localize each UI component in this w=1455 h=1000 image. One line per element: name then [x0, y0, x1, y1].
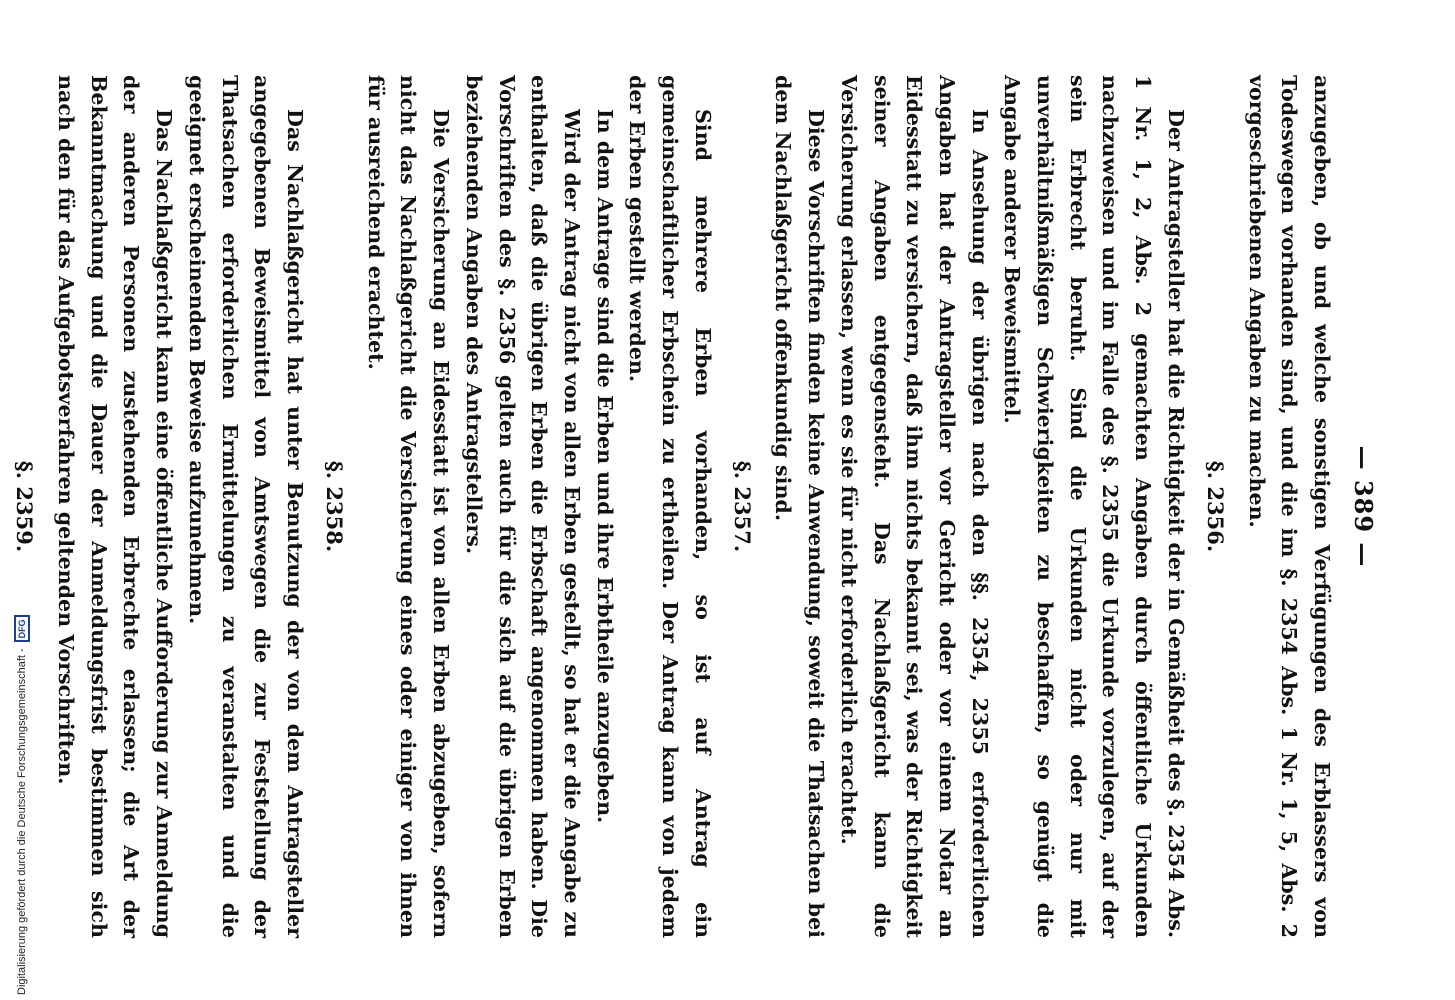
section-2357-paragraph-3: Wird der Antrag nicht von allen Erben gestellt, so hat er die Angabe zu enthalten, daß die übrigen Erben die Erbschaft angenommen haben. Die Vorschriften des §. 2356 gelten auch für die sich auf die übrigen Erben beziehenden Angaben des Antragstellers. — [461, 75, 584, 938]
section-2357-paragraph-4: Die Versicherung an Eidesstatt ist von allen Erben abzugeben, sofern nicht das Nachlaßgericht die Versicherung eines oder einiger von ihnen für ausreichend erachtet. — [363, 75, 454, 938]
paragraph-continuation: anzugeben, ob und welche sonstigen Verfügungen des Erblassers von Todeswegen vorhanden sind, und die im §. 2354 Abs. 1 Nr. 1, 5, Abs. 2 vorgeschriebenen Angaben zu machen. — [1244, 75, 1334, 938]
section-2357-paragraph-1: Sind mehrere Erben vorhanden, so ist auf Antrag ein gemeinschaftlicher Erbschein zu ertheilen. Der Antrag kann von jedem der Erben gestellt werden. — [625, 75, 715, 938]
section-heading-2358: §. 2358. — [322, 460, 348, 553]
section-2356-paragraph-1: Der Antragsteller hat die Richtigkeit der in Gemäßheit des §. 2354 Abs. 1 Nr. 1, 2, Abs. 2 gemachten Angaben durch öffentliche Urkunden nachzuweisen und im Falle des §. 2355 die Urkunde vorzulegen, auf der sein Erbrecht beruht. Sind die Urkunden nicht oder nur mit unverhältnißmäßigen Schwierigkeiten zu beschaffen, so genügt die Angabe anderer Beweismittel. — [1000, 75, 1188, 938]
dfg-logo-icon: DFG — [14, 615, 30, 642]
section-2357-paragraph-2: In dem Antrage sind die Erben und ihre Erbtheile anzugeben. — [592, 109, 617, 824]
section-heading-2356: §. 2356. — [1202, 460, 1228, 553]
digitization-credit — [14, 615, 30, 995]
section-heading-2359: §. 2359. — [12, 460, 38, 553]
page-number-header: — 389 — — [1349, 445, 1378, 568]
section-heading-2357: §. 2357. — [729, 460, 755, 553]
digitization-credit-text: Digitalisierung gefördert durch die Deutsche Forschungsgemeinschaft - — [16, 648, 28, 995]
section-2356-paragraph-3: Diese Vorschriften finden keine Anwendung, soweit die Thatsachen bei dem Nachlaßgericht offenkundig sind. — [771, 75, 829, 938]
section-2358-paragraph-1: Das Nachlaßgericht hat unter Benutzung der von dem Antragsteller angegebenen Beweismittel von Amtswegen die zur Feststellung der Thatsachen erforderlichen Ermittelungen zu veranstalten und die geeignet erscheinenden Beweise aufzunehmen. — [184, 75, 308, 938]
section-2358-paragraph-2: Das Nachlaßgericht kann eine öffentliche Aufforderung zur Anmeldung der anderen Personen zustehenden Erbrechte erlassen; die Art der Bekanntmachung und die Dauer der Anmeldungsfrist bestimmen sich nach den für das Aufgebotsverfahren geltenden Vorschriften. — [54, 75, 177, 938]
section-2356-paragraph-2: In Ansehung der übrigen nach den §§. 2354, 2355 erforderlichen Angaben hat der Antragsteller vor Gericht oder vor einem Notar an Eidesstatt zu versichern, daß ihm nichts bekannt sei, was der Richtigkeit seiner Angaben entgegensteht. Das Nachlaßgericht kann die Versicherung erlassen, wenn es sie für nicht erforderlich erachtet. — [836, 75, 992, 938]
section-2359-paragraph-1 — [0, 75, 1, 938]
